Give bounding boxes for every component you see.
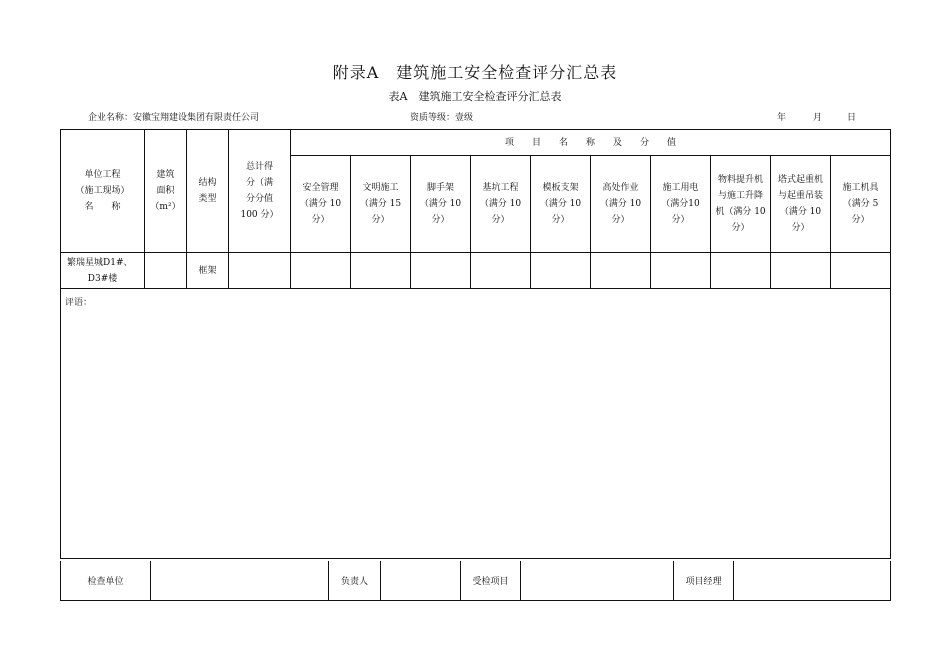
inspect-unit-field[interactable] (151, 561, 329, 601)
company-name: 企业名称：安徽宝翔建设集团有限责任公司 (88, 113, 260, 123)
row-score-foundation-pit[interactable] (471, 253, 531, 289)
table-subtitle: 表A 建筑施工安全检查评分汇总表 (388, 90, 562, 103)
page-title: 附录A 建筑施工安全检查评分汇总表 (332, 63, 618, 82)
signature-footer (60, 561, 891, 601)
row-score-safety-management[interactable] (291, 253, 351, 289)
row-score-civilized-construction[interactable] (351, 253, 411, 289)
date-day-label: 日 (847, 113, 857, 123)
comment-label: 评语： (65, 298, 93, 308)
responsible-field[interactable] (381, 561, 461, 601)
header-structure-type: 结构 类型 (187, 130, 229, 253)
header-unit-name: 单位工程 （施工现场） 名 称 (61, 130, 145, 253)
row-building-area[interactable] (145, 253, 187, 289)
row-score-tower-crane[interactable] (771, 253, 831, 289)
score-summary-table (60, 129, 891, 559)
table-row (61, 253, 891, 289)
header-item-construction-machinery: 施工机具 （满分 5 分） (831, 156, 891, 253)
header-total-score: 总计得 分（满 分分值 100 分） (229, 130, 291, 253)
comment-area[interactable] (61, 289, 891, 559)
header-item-civilized-construction: 文明施工 （满分 15 分） (351, 156, 411, 253)
header-item-foundation-pit: 基坑工程 （满分 10 分） (471, 156, 531, 253)
responsible-label: 负责人 (329, 561, 381, 601)
row-score-work-at-height[interactable] (591, 253, 651, 289)
header-item-safety-management: 安全管理 （满分 10 分） (291, 156, 351, 253)
row-score-material-hoist[interactable] (711, 253, 771, 289)
date-year-label: 年 (777, 113, 787, 123)
row-unit-name[interactable]: 繁瑞星城D1#、 D3#楼 (61, 253, 145, 289)
project-manager-field[interactable] (734, 561, 891, 601)
row-structure-type[interactable]: 框架 (187, 253, 229, 289)
header-items-span: 项目名称及分值 (291, 130, 891, 156)
header-item-material-hoist: 物料提升机 与施工升降 机（满分 10 分） (711, 156, 771, 253)
row-score-formwork-support[interactable] (531, 253, 591, 289)
inspect-unit-label: 检查单位 (61, 561, 151, 601)
header-item-tower-crane: 塔式起重机 与起重吊装 （满分 10 分） (771, 156, 831, 253)
row-total-score[interactable] (229, 253, 291, 289)
inspected-project-field[interactable] (521, 561, 674, 601)
date-month-label: 月 (813, 113, 823, 123)
header-item-formwork-support: 模板支架 （满分 10 分） (531, 156, 591, 253)
header-item-scaffolding: 脚手架 （满分 10 分） (411, 156, 471, 253)
row-score-construction-electricity[interactable] (651, 253, 711, 289)
inspected-project-label: 受检项目 (461, 561, 521, 601)
project-manager-label: 项目经理 (674, 561, 734, 601)
row-score-scaffolding[interactable] (411, 253, 471, 289)
header-item-work-at-height: 高处作业 （满分 10 分） (591, 156, 651, 253)
header-item-construction-electricity: 施工用电 （满分10 分） (651, 156, 711, 253)
header-building-area: 建筑 面积 （m²） (145, 130, 187, 253)
qualification-level: 资质等级：壹级 (410, 113, 474, 123)
row-score-construction-machinery[interactable] (831, 253, 891, 289)
